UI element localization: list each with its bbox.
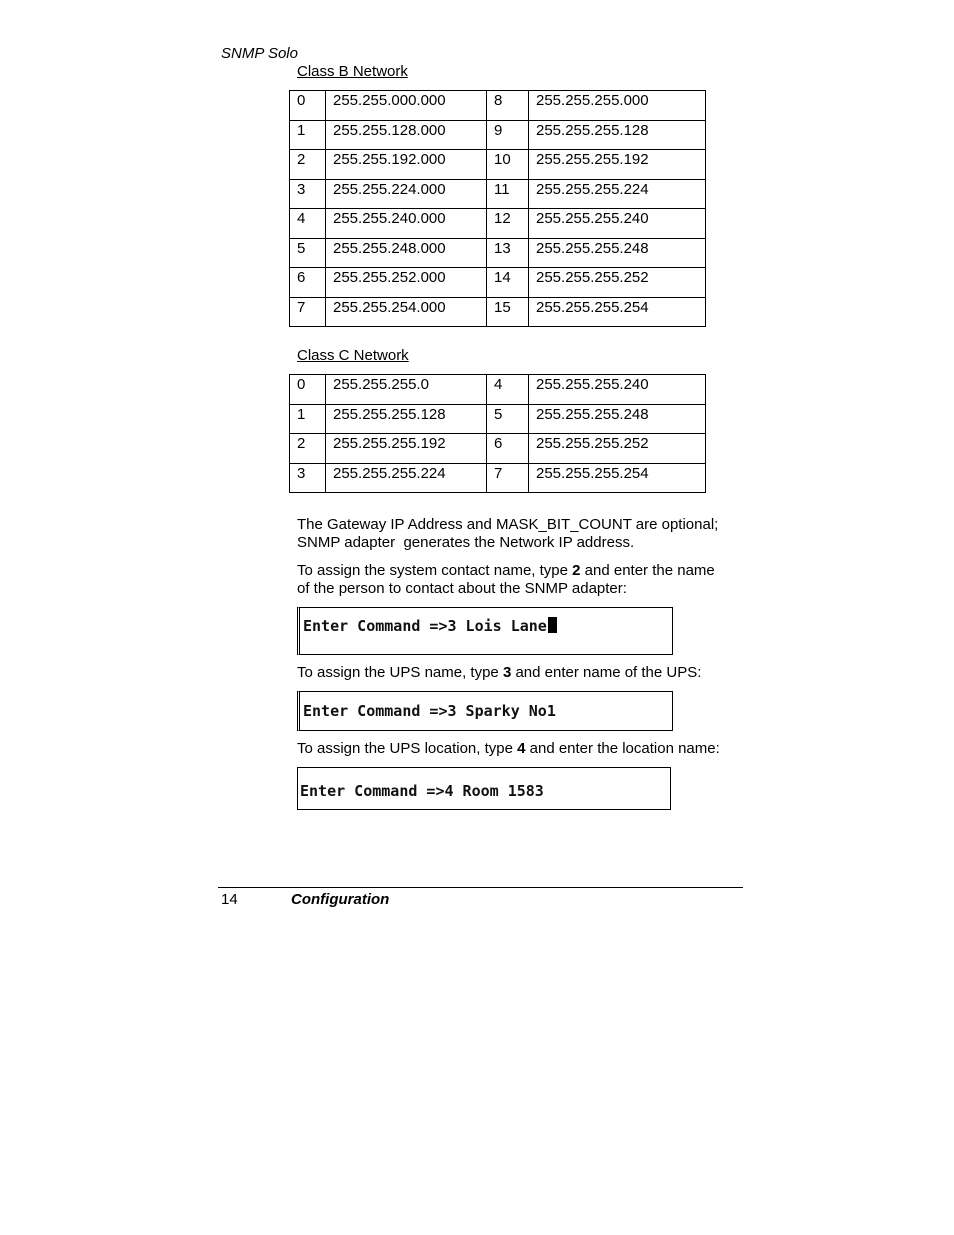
ups-name-instruction-text: To assign the UPS name, type: [297, 664, 503, 681]
subnet-mask-cell: 255.255.192.000: [326, 150, 487, 180]
subnet-mask-cell: 255.255.255.128: [529, 120, 706, 150]
subnet-mask-cell: 255.255.224.000: [326, 179, 487, 209]
table-row: [290, 91, 706, 121]
subnet-mask-cell: 255.255.128.000: [326, 120, 487, 150]
class-c-mask-table: [289, 374, 706, 493]
bit-count-cell: 3: [290, 463, 326, 493]
table-row: [290, 179, 706, 209]
subnet-mask-cell: 255.255.255.252: [529, 434, 706, 464]
bit-count-cell: 5: [487, 404, 529, 434]
subnet-mask-cell: 255.255.255.240: [529, 209, 706, 239]
subnet-mask-cell: 255.255.255.000: [529, 91, 706, 121]
subnet-mask-cell: 255.255.255.248: [529, 404, 706, 434]
subnet-mask-cell: 255.255.255.192: [326, 434, 487, 464]
bit-count-cell: 1: [290, 404, 326, 434]
subnet-mask-cell: 255.255.000.000: [326, 91, 487, 121]
bit-count-cell: 4: [290, 209, 326, 239]
table-row: [290, 375, 706, 405]
gateway-note-paragraph: [297, 516, 747, 552]
bit-count-cell: 3: [290, 179, 326, 209]
bit-count-cell: 6: [487, 434, 529, 464]
bit-count-cell: 4: [487, 375, 529, 405]
bit-count-cell: 1: [290, 120, 326, 150]
contact-command-key: 2: [572, 562, 581, 579]
bit-count-cell: 2: [290, 150, 326, 180]
table-row: [290, 120, 706, 150]
bit-count-cell: 15: [487, 297, 529, 327]
subnet-mask-cell: 255.255.255.254: [529, 463, 706, 493]
footer-section-title: Configuration: [291, 891, 390, 908]
table-row: [290, 297, 706, 327]
subnet-mask-cell: 255.255.255.192: [529, 150, 706, 180]
table-row: [290, 150, 706, 180]
bit-count-cell: 11: [487, 179, 529, 209]
console-command-text: Enter Command =>3 Lois Lane: [303, 617, 547, 635]
table-row: [290, 434, 706, 464]
console-command-text: Enter Command =>4 Room 1583: [300, 782, 544, 800]
ups-name-instruction-paragraph: [297, 664, 747, 682]
console-command-line: [303, 617, 557, 635]
bit-count-cell: 8: [487, 91, 529, 121]
table-row: [290, 209, 706, 239]
ups-location-console-screenshot: [297, 767, 671, 810]
ups-name-console-screenshot: [297, 691, 673, 731]
bit-count-cell: 9: [487, 120, 529, 150]
ups-location-command-key: 4: [517, 740, 526, 757]
subnet-mask-cell: 255.255.255.224: [326, 463, 487, 493]
class-c-title: Class C Network: [297, 347, 409, 364]
subnet-mask-cell: 255.255.254.000: [326, 297, 487, 327]
table-row: [290, 268, 706, 298]
class-b-mask-table: [289, 90, 706, 327]
contact-instruction-text: To assign the system contact name, type: [297, 562, 573, 579]
bit-count-cell: 12: [487, 209, 529, 239]
table-row: [290, 238, 706, 268]
ups-name-command-key: 3: [502, 664, 512, 681]
contact-instruction-paragraph: [297, 562, 747, 598]
gateway-note-line-1: The Gateway IP Address and MASK_BIT_COUNT are optional;: [297, 516, 719, 533]
subnet-mask-cell: 255.255.255.252: [529, 268, 706, 298]
contact-instruction-line-2: of the person to contact about the SNMP adapter:: [297, 580, 627, 597]
subnet-mask-cell: 255.255.255.248: [529, 238, 706, 268]
text-cursor-block: [548, 617, 557, 633]
footer-divider: [218, 887, 743, 888]
subnet-mask-cell: 255.255.255.240: [529, 375, 706, 405]
subnet-mask-cell: 255.255.255.224: [529, 179, 706, 209]
bit-count-cell: 14: [487, 268, 529, 298]
subnet-mask-cell: 255.255.248.000: [326, 238, 487, 268]
table-row: [290, 463, 706, 493]
bit-count-cell: 13: [487, 238, 529, 268]
ups-name-instruction-text-cont: and enter name of the UPS:: [511, 664, 702, 681]
ups-location-instruction-text-cont: and enter the location name:: [525, 740, 720, 757]
bit-count-cell: 6: [290, 268, 326, 298]
bit-count-cell: 0: [290, 375, 326, 405]
class-b-title: Class B Network: [297, 63, 408, 80]
ups-location-instruction-text: To assign the UPS location, type: [297, 740, 518, 757]
page-number: 14: [221, 891, 238, 908]
bit-count-cell: 5: [290, 238, 326, 268]
subnet-mask-cell: 255.255.255.254: [529, 297, 706, 327]
contact-console-screenshot: [297, 607, 673, 655]
ups-location-instruction-paragraph: [297, 740, 747, 758]
subnet-mask-cell: 255.255.255.128: [326, 404, 487, 434]
gateway-note-line-2: SNMP adapter generates the Network IP address.: [297, 534, 635, 551]
bit-count-cell: 2: [290, 434, 326, 464]
subnet-mask-cell: 255.255.240.000: [326, 209, 487, 239]
contact-instruction-text-cont: and enter the name: [580, 562, 715, 579]
bit-count-cell: 0: [290, 91, 326, 121]
bit-count-cell: 10: [487, 150, 529, 180]
table-row: [290, 404, 706, 434]
console-command-text: Enter Command =>3 Sparky No1: [303, 702, 556, 720]
subnet-mask-cell: 255.255.255.0: [326, 375, 487, 405]
bit-count-cell: 7: [487, 463, 529, 493]
bit-count-cell: 7: [290, 297, 326, 327]
running-header: SNMP Solo: [221, 45, 298, 62]
subnet-mask-cell: 255.255.252.000: [326, 268, 487, 298]
